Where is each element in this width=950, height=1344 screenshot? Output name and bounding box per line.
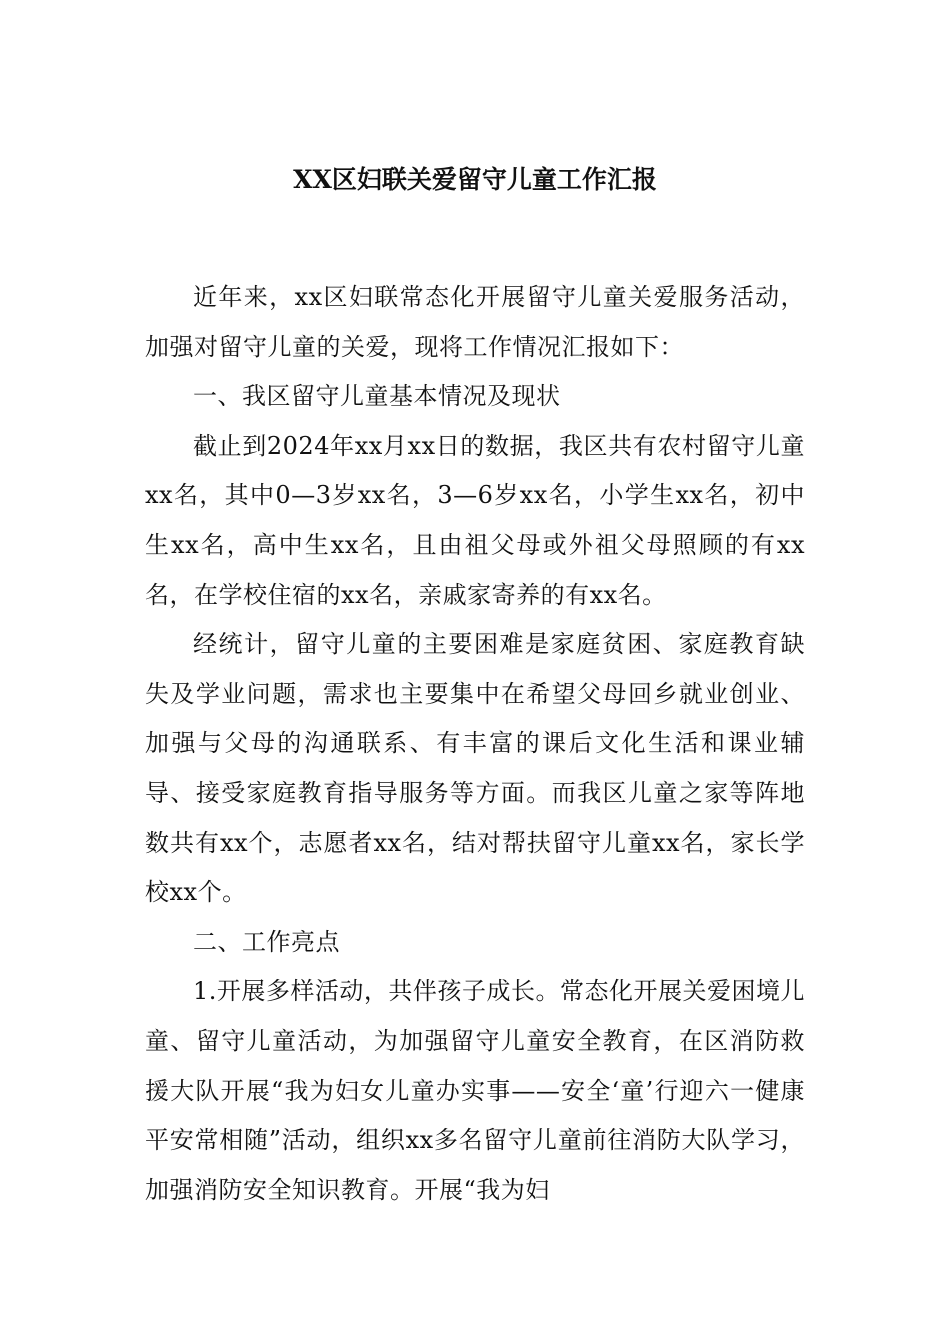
difficulties-paragraph: 经统计，留守儿童的主要困难是家庭贫困、家庭教育缺失及学业问题，需求也主要集中在希望父母回乡就业创业、加强与父母的沟通联系、有丰富的课后文化生活和课业辅导、接受家庭教育指导服务等方面。而我区儿童之家等阵地数共有xx个，志愿者xx名，结对帮扶留守儿童xx名，家长学校xx个。 <box>145 630 805 907</box>
section-heading-2: 二、工作亮点 <box>193 927 340 956</box>
document-body <box>145 273 805 1215</box>
section-heading-1: 一、我区留守儿童基本情况及现状 <box>193 382 561 411</box>
document-title: XX区妇联关爱留守儿童工作汇报 <box>293 165 657 194</box>
activities-paragraph: 1.开展多样活动，共伴孩子成长。常态化开展关爱困境儿童、留守儿童活动，为加强留守儿童安全教育，在区消防救援大队开展“我为妇女儿童办实事——安全‘童’行迎六一健康平安常相随”活动，组织xx多名留守儿童前往消防大队学习，加强消防安全知识教育。开展“我为妇 <box>145 977 805 1204</box>
intro-paragraph: 近年来，xx区妇联常态化开展留守儿童关爱服务活动，加强对留守儿童的关爱，现将工作情况汇报如下： <box>145 283 805 361</box>
statistics-paragraph: 截止到2024年xx月xx日的数据，我区共有农村留守儿童xx名，其中0—3岁xx名，3—6岁xx名，小学生xx名，初中生xx名，高中生xx名，且由祖父母或外祖父母照顾的有xx名，在学校住宿的xx名，亲戚家寄养的有xx名。 <box>145 431 805 609</box>
